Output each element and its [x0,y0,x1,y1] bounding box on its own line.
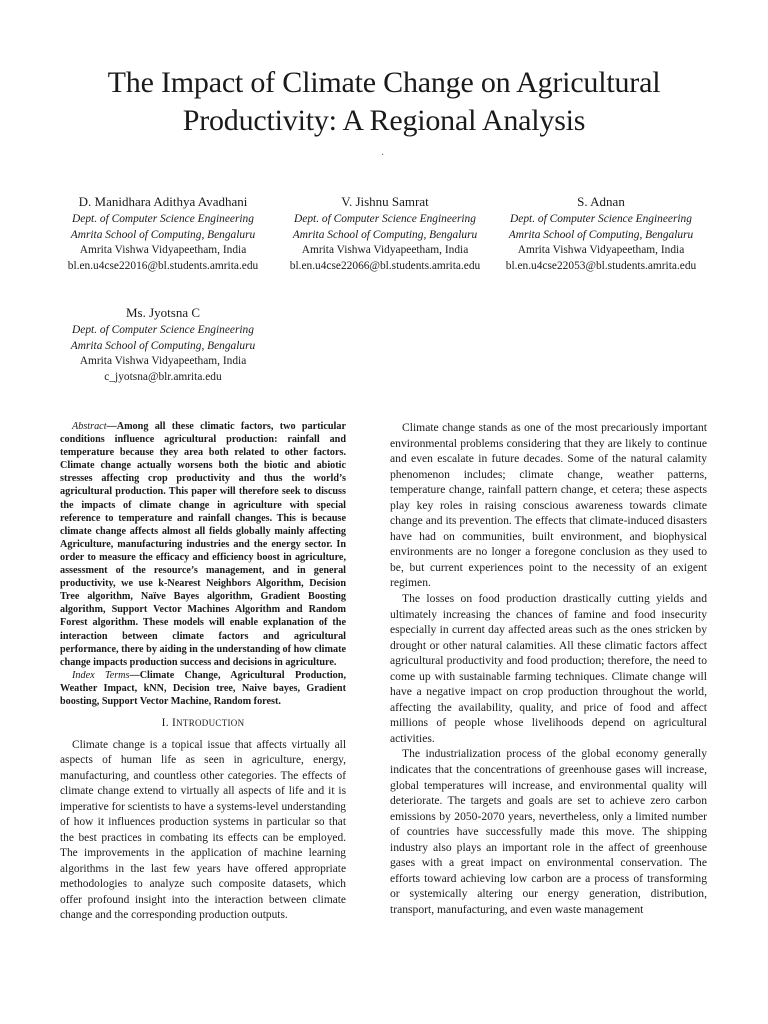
author-email: bl.en.u4cse22016@bl.students.amrita.edu [67,259,259,272]
section-numeral: I. I [161,717,177,730]
abstract [60,420,346,708]
author-university: Amrita Vishwa Vidyapeetham, India [517,244,685,256]
index-terms-text: —Climate Change, Agricultural Production, Weather Impact, kNN, Decision tree, Naive bayes, Gradient boosting, Support Vector Machine, Random forest. [60,669,346,707]
section-name: NTRODUCTION [176,718,245,729]
author-name: D. Manidhara Adithya Avadhani [78,194,248,209]
author-email: bl.en.u4cse22066@bl.students.amrita.edu [289,259,481,272]
right-column [390,420,707,918]
author-school: Amrita School of Computing, Bengaluru [292,228,478,241]
author-name: Ms. Jyotsna C [125,305,201,320]
title-footnote-mark: · [381,150,385,161]
author-dept: Dept. of Computer Science Engineering [294,213,476,225]
author-university: Amrita Vishwa Vidyapeetham, India [79,244,247,256]
author-block-3 [498,192,704,274]
author-block-2 [283,192,487,274]
author-dept: Dept. of Computer Science Engineering [510,213,692,225]
author-dept: Dept. of Computer Science Engineering [72,213,254,225]
paper-title: The Impact of Climate Change on Agricultural Productivity: A Regional Analysis [107,66,661,137]
author-school: Amrita School of Computing, Bengaluru [70,228,256,241]
author-email: c_jyotsna@blr.amrita.edu [104,370,222,383]
body-paragraph: Climate change stands as one of the most precariously important environmental problems considering that they are likely to continue and even escalate in future decades. Some of the natural calamity phenomenon includes; climate change, weather patterns, temperature change, rainfall pattern change, et cetera; these aspects play key roles in raising conscious awareness towards climate change and its prevention. The effects that climate-induced disasters have had on communities, built environment, and biophysical environments are no longer a foregone conclusion as they used to be, but current experiences point to the necessity of an exigent regimen. [390,421,707,590]
author-name: V. Jishnu Samrat [341,194,429,209]
author-university: Amrita Vishwa Vidyapeetham, India [79,355,247,367]
index-terms-label: Index Terms [72,669,130,681]
author-block-1 [66,192,260,274]
author-dept: Dept. of Computer Science Engineering [72,324,254,336]
author-university: Amrita Vishwa Vidyapeetham, India [301,244,469,256]
author-school: Amrita School of Computing, Bengaluru [70,339,256,352]
body-paragraph: The losses on food production drastically cutting yields and ultimately increasing the chances of famine and food insecurity especially in current day affected areas such as the ones stricken by drought or other natural calamities. All these climatic factors affect agricultural productivity and food production; therefore, the need to come up with sustainable farming techniques. Climate change will have a negative impact on crop production throughout the world, affecting the availability, quality, and price of food and affect millions of people whose livelihoods depend on agricultural activities. [390,592,707,745]
abstract-text: —Among all these climatic factors, two particular conditions influence agricultural production: rainfall and temperature because they area both related to other factors. Climate change actually worsens both the biotic and abiotic stresses affecting crop productivity and thus the world’s agricultural production. This paper will therefore seek to discuss the impacts of climate change in agriculture with special reference to temperature and rainfall changes. This is because climate change affects almost all fields globally mainly affecting Agriculture, manufacturing industries and the energy sector. In order to measure the efficacy and efficiency boost in agriculture, assessment of the resource’s management, and in general productivity, we use k-Nearest Neighbors Algorithm, Decision Tree algorithm, Naïve Bayes algorithm, Gradient Boosting algorithm, Support Vector Machines Algorithm and Random Forest algorithm. These models will enable explanation of the interaction between climate factors and agricultural performance, there by aiding in the understanding of how climate change impacts production success and decisions in agriculture. [60,421,346,668]
abstract-label: Abstract [72,421,107,432]
body-paragraph: Climate change is a topical issue that affects virtually all aspects of human life as seen in agriculture, energy, manufacturing, and countless other categories. The effects of climate change extend to virtually all aspects of life and it is imperative for scientists to have a systems-level understanding of how it influences production systems in particular so that the best practices in combating its effects can be employed. The improvements in the application of machine learning algorithms in the last few years have offered appropriate methodologies to analyze such composite datasets, which offer profound insight into the interaction between climate change and the corresponding production outputs. [60,738,346,922]
author-name: S. Adnan [577,194,625,209]
author-school: Amrita School of Computing, Bengaluru [508,228,694,241]
section-heading-introduction [60,716,346,732]
author-email: bl.en.u4cse22053@bl.students.amrita.edu [505,259,697,272]
body-paragraph: The industrialization process of the global economy generally indicates that the concentrations of greenhouse gases will increase, global temperatures will increase, and environmental quality will deteriorate. The targets and goals are set to achieve zero carbon emissions by 2050-2070 years, nevertheless, only a limited number of countries have successfully made this move. The shipping industry also plays an important role in the affect of greenhouse gases with a great impact on environmental conservation. The efforts toward achieving low carbon are a process of transforming or systemically altering our energy generation, distribution, transport, manufacturing, and even waste management [390,747,707,916]
author-block-4 [62,303,264,385]
left-column [60,420,346,924]
